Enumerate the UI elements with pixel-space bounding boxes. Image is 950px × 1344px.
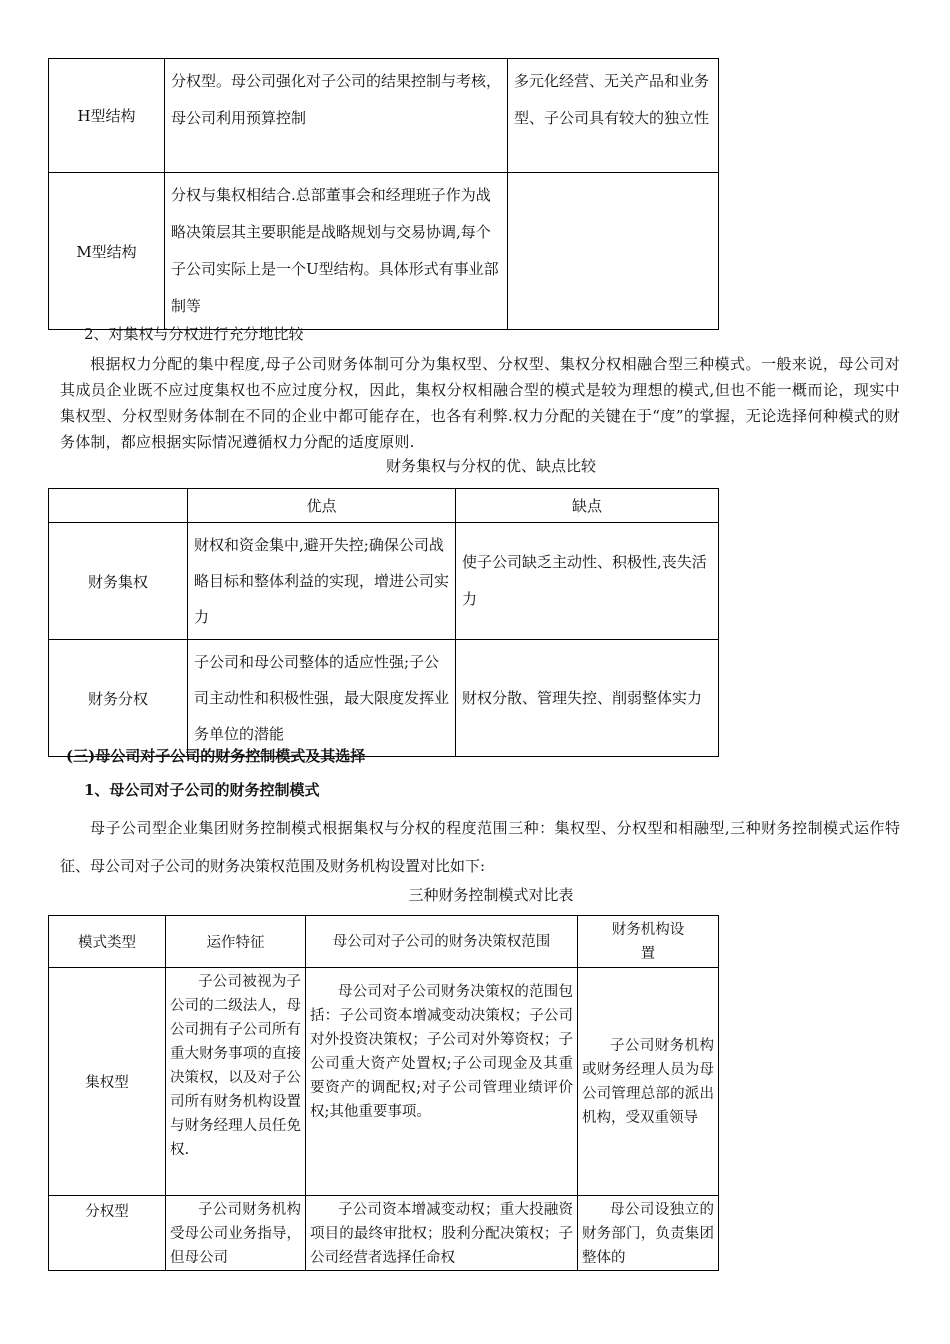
table-caption: 三种财务控制模式对比表 xyxy=(408,886,574,904)
structure-type: H型结构 xyxy=(49,59,165,173)
table-row xyxy=(49,523,719,640)
subsection-heading: 1、母公司对子公司的财务控制模式 xyxy=(84,781,320,799)
structure-feature: 分权与集权相结合.总部董事会和经理班子作为战略决策层其主要职能是战略规划与交易协调,每个子公司实际上是一个U型结构。具体形式有事业部制等 xyxy=(165,173,508,330)
mode-org: 子公司财务机构或财务经理人员为母公司管理总部的派出机构，受双重领导 xyxy=(578,968,719,1196)
column-header: 财务机构设置 xyxy=(578,916,719,968)
row-label: 财务分权 xyxy=(49,640,188,757)
table-row xyxy=(49,968,719,1196)
mode-scope: 母公司对子公司财务决策权的范围包括：子公司资本增减变动决策权；子公司对外投资决策权；子公司对外筹资权；子公司重大资产处置权;子公司现金及其重要资产的调配权;对子公司管理业绩评价权;其他重要事项。 xyxy=(306,968,578,1196)
column-header: 母公司对子公司的财务决策权范围 xyxy=(306,916,578,968)
structure-table xyxy=(48,58,719,330)
table-row xyxy=(49,1196,719,1271)
structure-scope: 多元化经营、无关产品和业务型、子公司具有较大的独立性 xyxy=(508,59,719,173)
structure-scope xyxy=(508,173,719,330)
structure-type: M型结构 xyxy=(49,173,165,330)
pros-cell: 子公司和母公司整体的适应性强;子公司主动性和积极性强，最大限度发挥业务单位的潜能 xyxy=(188,640,456,757)
column-header: 缺点 xyxy=(456,489,719,523)
column-header: 运作特征 xyxy=(166,916,306,968)
row-label: 财务集权 xyxy=(49,523,188,640)
section-heading: (三)母公司对子公司的财务控制模式及其选择 xyxy=(66,747,366,765)
table-header-row xyxy=(49,489,719,523)
pros-cell: 财权和资金集中,避开失控;确保公司战略目标和整体利益的实现，增进公司实力 xyxy=(188,523,456,640)
mode-scope: 子公司资本增减变动权；重大投融资项目的最终审批权；股利分配决策权；子公司经营者选择任命权 xyxy=(306,1196,578,1271)
cons-cell: 使子公司缺乏主动性、积极性,丧失活力 xyxy=(456,523,719,640)
column-header: 模式类型 xyxy=(49,916,166,968)
mode-feature: 子公司财务机构受母公司业务指导，但母公司 xyxy=(166,1196,306,1271)
column-header xyxy=(49,489,188,523)
structure-feature: 分权型。母公司强化对子公司的结果控制与考核，母公司利用预算控制 xyxy=(165,59,508,173)
table-row xyxy=(49,640,719,757)
table-row xyxy=(49,59,719,173)
mode-type: 集权型 xyxy=(49,968,166,1196)
section-heading: 2、对集权与分权进行充分地比较 xyxy=(84,325,304,343)
table-caption: 财务集权与分权的优、缺点比较 xyxy=(385,457,596,475)
body-paragraph: 根据权力分配的集中程度,母子公司财务体制可分为集权型、分权型、集权分权相融合型三种模式。一般来说，母公司对其成员企业既不应过度集权也不应过度分权，因此，集权分权相融合型的模式是较为理想的模式,但也不能一概而论，现实中集权型、分权型财务体制在不同的企业中都可能存在，也各有利弊.权力分配的关键在于“度”的掌握，无论选择何种模式的财务体制，都应根据实际情况遵循权力分配的适度原则. xyxy=(60,355,900,451)
column-header: 优点 xyxy=(188,489,456,523)
mode-org: 母公司设独立的财务部门，负责集团整体的 xyxy=(578,1196,719,1271)
body-paragraph: 母子公司型企业集团财务控制模式根据集权与分权的程度范围三种：集权型、分权型和相融型,三种财务控制模式运作特征、母公司对子公司的财务决策权范围及财务机构设置对比如下: xyxy=(60,819,900,875)
cons-cell: 财权分散、管理失控、削弱整体实力 xyxy=(456,640,719,757)
mode-feature: 子公司被视为子公司的二级法人，母公司拥有子公司所有重大财务事项的直接决策权，以及对子公司所有财务机构设置与财务经理人员任免权. xyxy=(166,968,306,1196)
pros-cons-table xyxy=(48,488,719,757)
mode-type: 分权型 xyxy=(49,1196,166,1271)
control-mode-table xyxy=(48,915,719,1271)
table-row xyxy=(49,173,719,330)
table-header-row xyxy=(49,916,719,968)
